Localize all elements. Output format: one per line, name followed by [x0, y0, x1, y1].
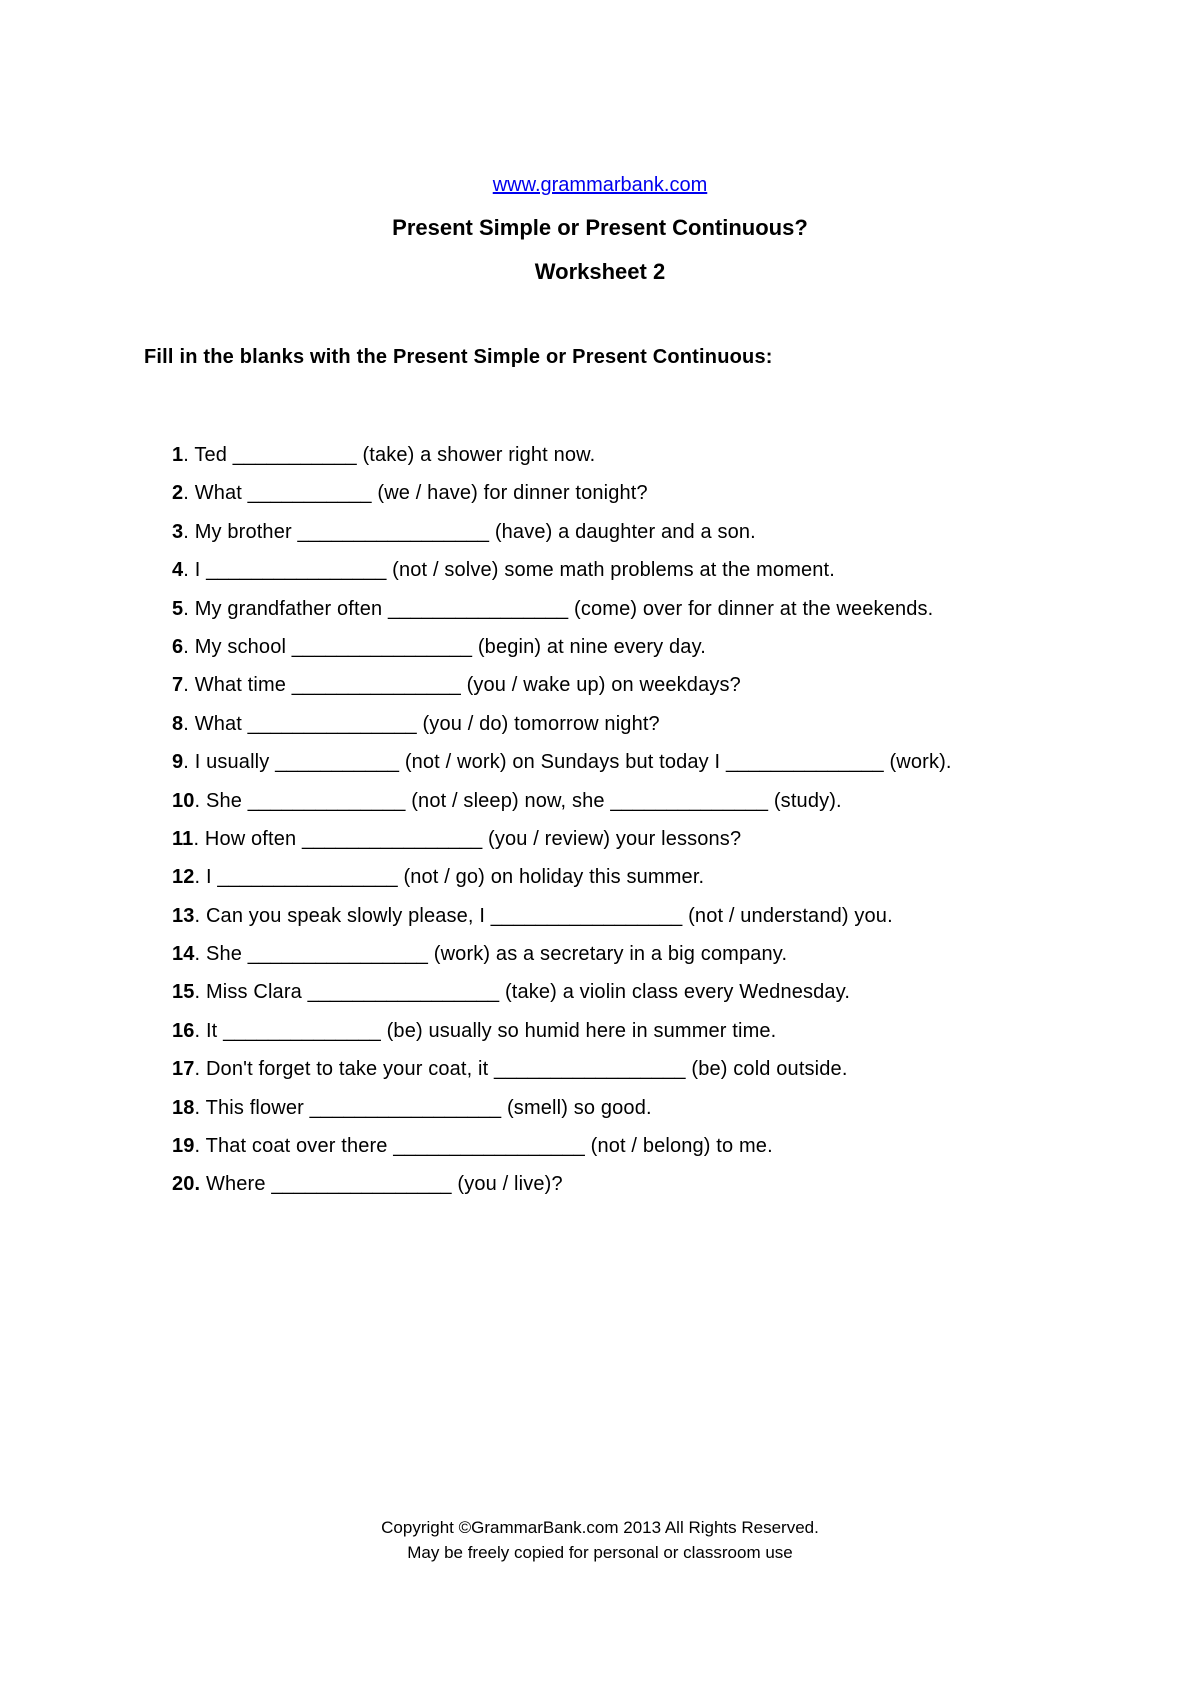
site-link[interactable]: www.grammarbank.com: [492, 174, 708, 196]
question-text: . This flower _________________ (smell) so good.: [194, 1096, 652, 1119]
question-text: . She ________________ (work) as a secretary in a big company.: [194, 943, 788, 966]
question-number: 20.: [172, 1173, 201, 1196]
question-text: . How often ________________ (you / review) your lessons?: [193, 827, 742, 850]
question-text: . Miss Clara _________________ (take) a violin class every Wednesday.: [194, 981, 851, 1004]
question-item: [172, 1133, 952, 1171]
worksheet-subtitle: Worksheet 2: [534, 259, 666, 284]
copyright-notice: Copyright ©GrammarBank.com 2013 All Rights Reserved.: [381, 1518, 819, 1537]
question-number: 2: [172, 482, 184, 505]
question-number: 13: [172, 904, 195, 927]
question-item: [172, 519, 952, 557]
question-number: 8: [172, 712, 184, 735]
question-text: . Don't forget to take your coat, it _________________ (be) cold outside.: [194, 1058, 848, 1081]
question-text: . What time _______________ (you / wake up) on weekdays?: [183, 674, 741, 697]
question-item: [172, 480, 952, 518]
footer: [0, 1515, 1200, 1565]
question-number: 4: [172, 559, 184, 582]
question-number: 15: [172, 981, 195, 1004]
question-text: . I ________________ (not / solve) some math problems at the moment.: [183, 559, 835, 582]
question-text: . That coat over there _________________ (not / belong) to me.: [194, 1135, 773, 1158]
question-number: 18: [172, 1096, 195, 1119]
question-text: . My brother _________________ (have) a daughter and a son.: [183, 520, 756, 543]
question-text: . She ______________ (not / sleep) now, she ______________ (study).: [194, 789, 842, 812]
question-number: 17: [172, 1058, 195, 1081]
question-text: . What ___________ (we / have) for dinner tonight?: [183, 482, 648, 505]
question-text: . Can you speak slowly please, I _________________ (not / understand) you.: [194, 904, 893, 927]
question-text: . What _______________ (you / do) tomorrow night?: [183, 712, 660, 735]
question-number: 3: [172, 520, 184, 543]
question-item: [172, 711, 952, 749]
site-link-container: [0, 172, 1200, 198]
question-number: 1: [172, 444, 184, 466]
question-text: . I usually ___________ (not / work) on Sundays but today I ______________ (work).: [183, 751, 952, 774]
question-item: [172, 788, 952, 826]
question-number: 14: [172, 943, 195, 966]
question-item: [172, 979, 952, 1017]
question-item: [172, 1018, 952, 1056]
question-number: 16: [172, 1019, 195, 1042]
question-number: 10: [172, 789, 195, 812]
question-text: . My school ________________ (begin) at nine every day.: [183, 635, 706, 658]
question-item: [172, 442, 952, 480]
question-text: . Ted ___________ (take) a shower right now.: [183, 444, 596, 466]
worksheet-title: Present Simple or Present Continuous?: [392, 215, 808, 240]
question-item: [172, 941, 952, 979]
question-item: [172, 864, 952, 902]
instructions: Fill in the blanks with the Present Simple or Present Continuous:: [144, 346, 773, 368]
question-number: 11: [172, 827, 194, 850]
question-number: 6: [172, 635, 184, 658]
question-item: [172, 903, 952, 941]
question-item: [172, 596, 952, 634]
question-text: . It ______________ (be) usually so humid here in summer time.: [194, 1019, 777, 1042]
question-number: 7: [172, 674, 184, 697]
question-list: [172, 442, 952, 1210]
question-item: [172, 672, 952, 710]
question-item: [172, 557, 952, 595]
question-text: . My grandfather often ________________ (come) over for dinner at the weekends.: [183, 597, 934, 620]
question-item: [172, 1171, 952, 1209]
question-number: 12: [172, 866, 195, 889]
question-text: . I ________________ (not / go) on holiday this summer.: [194, 866, 705, 889]
question-number: 19: [172, 1135, 195, 1158]
question-item: [172, 634, 952, 672]
question-item: [172, 1056, 952, 1094]
question-text: Where ________________ (you / live)?: [200, 1173, 563, 1196]
question-item: [172, 826, 952, 864]
question-item: [172, 1095, 952, 1133]
question-item: [172, 749, 952, 787]
question-number: 5: [172, 597, 184, 620]
question-number: 9: [172, 751, 184, 774]
usage-notice: May be freely copied for personal or classroom use: [407, 1543, 793, 1562]
